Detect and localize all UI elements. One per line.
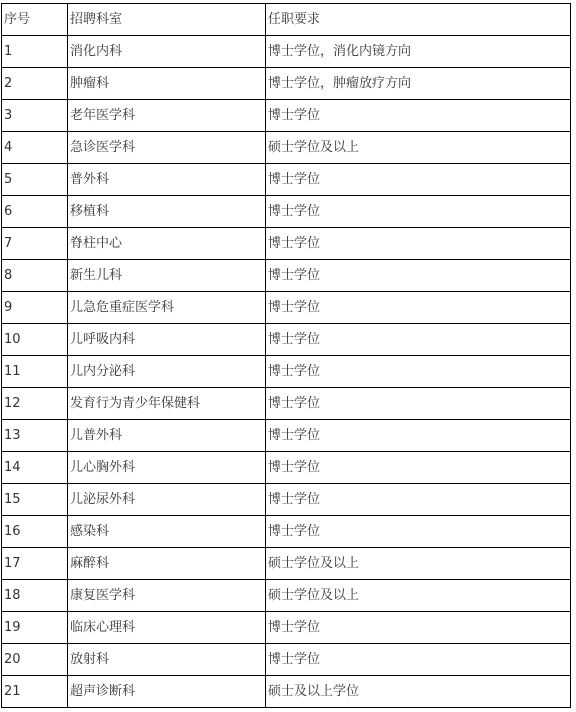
header-department: 招聘科室 (68, 4, 266, 36)
row-requirement: 博士学位 (266, 260, 571, 292)
row-index: 19 (2, 612, 68, 644)
row-requirement: 博士学位 (266, 516, 571, 548)
row-department: 儿普外科 (68, 420, 266, 452)
row-requirement: 博士学位 (266, 484, 571, 516)
row-department: 儿泌尿外科 (68, 484, 266, 516)
row-requirement: 博士学位 (266, 324, 571, 356)
row-department: 肿瘤科 (68, 68, 266, 100)
row-department: 老年医学科 (68, 100, 266, 132)
row-index: 10 (2, 324, 68, 356)
table-row (2, 292, 571, 324)
row-department: 急诊医学科 (68, 132, 266, 164)
table-row (2, 68, 571, 100)
row-index: 5 (2, 164, 68, 196)
row-department: 临床心理科 (68, 612, 266, 644)
row-index: 9 (2, 292, 68, 324)
row-department: 儿心胸外科 (68, 452, 266, 484)
row-department: 超声诊断科 (68, 676, 266, 708)
table-row (2, 676, 571, 708)
row-department: 儿内分泌科 (68, 356, 266, 388)
row-department: 麻醉科 (68, 548, 266, 580)
row-department: 发育行为青少年保健科 (68, 388, 266, 420)
row-index: 3 (2, 100, 68, 132)
row-requirement: 博士学位 (266, 196, 571, 228)
row-index: 21 (2, 676, 68, 708)
row-requirement: 博士学位 (266, 228, 571, 260)
row-index: 11 (2, 356, 68, 388)
table-row (2, 196, 571, 228)
row-department: 脊柱中心 (68, 228, 266, 260)
table-row (2, 132, 571, 164)
row-requirement: 硕士及以上学位 (266, 676, 571, 708)
table-row (2, 612, 571, 644)
recruitment-table (1, 3, 571, 708)
row-department: 感染科 (68, 516, 266, 548)
row-requirement: 硕士学位及以上 (266, 548, 571, 580)
row-requirement: 硕士学位及以上 (266, 580, 571, 612)
header-index: 序号 (2, 4, 68, 36)
row-department: 康复医学科 (68, 580, 266, 612)
row-index: 18 (2, 580, 68, 612)
row-requirement: 博士学位，肿瘤放疗方向 (266, 68, 571, 100)
row-requirement: 博士学位 (266, 164, 571, 196)
row-index: 7 (2, 228, 68, 260)
row-requirement: 博士学位 (266, 612, 571, 644)
row-index: 20 (2, 644, 68, 676)
table-row (2, 644, 571, 676)
table-row (2, 356, 571, 388)
row-department: 儿急危重症医学科 (68, 292, 266, 324)
row-index: 17 (2, 548, 68, 580)
row-index: 12 (2, 388, 68, 420)
table-row (2, 516, 571, 548)
row-department: 移植科 (68, 196, 266, 228)
row-requirement: 博士学位 (266, 420, 571, 452)
row-requirement: 博士学位 (266, 388, 571, 420)
table-row (2, 100, 571, 132)
table-row (2, 260, 571, 292)
row-index: 4 (2, 132, 68, 164)
row-department: 放射科 (68, 644, 266, 676)
table-row (2, 324, 571, 356)
row-requirement: 博士学位 (266, 100, 571, 132)
table-row (2, 420, 571, 452)
row-index: 15 (2, 484, 68, 516)
table-body (2, 4, 571, 708)
table-row (2, 580, 571, 612)
row-index: 2 (2, 68, 68, 100)
row-department: 普外科 (68, 164, 266, 196)
row-department: 消化内科 (68, 36, 266, 68)
row-index: 6 (2, 196, 68, 228)
row-requirement: 博士学位 (266, 292, 571, 324)
table-row (2, 228, 571, 260)
header-requirement: 任职要求 (266, 4, 571, 36)
row-requirement: 博士学位 (266, 452, 571, 484)
row-department: 新生儿科 (68, 260, 266, 292)
row-index: 16 (2, 516, 68, 548)
row-requirement: 博士学位，消化内镜方向 (266, 36, 571, 68)
table-row (2, 36, 571, 68)
table-header-row (2, 4, 571, 36)
table-row (2, 164, 571, 196)
table-row (2, 484, 571, 516)
row-requirement: 博士学位 (266, 644, 571, 676)
table-row (2, 452, 571, 484)
table-row (2, 388, 571, 420)
row-index: 1 (2, 36, 68, 68)
table-row (2, 548, 571, 580)
row-index: 13 (2, 420, 68, 452)
row-department: 儿呼吸内科 (68, 324, 266, 356)
row-index: 14 (2, 452, 68, 484)
row-index: 8 (2, 260, 68, 292)
row-requirement: 硕士学位及以上 (266, 132, 571, 164)
row-requirement: 博士学位 (266, 356, 571, 388)
